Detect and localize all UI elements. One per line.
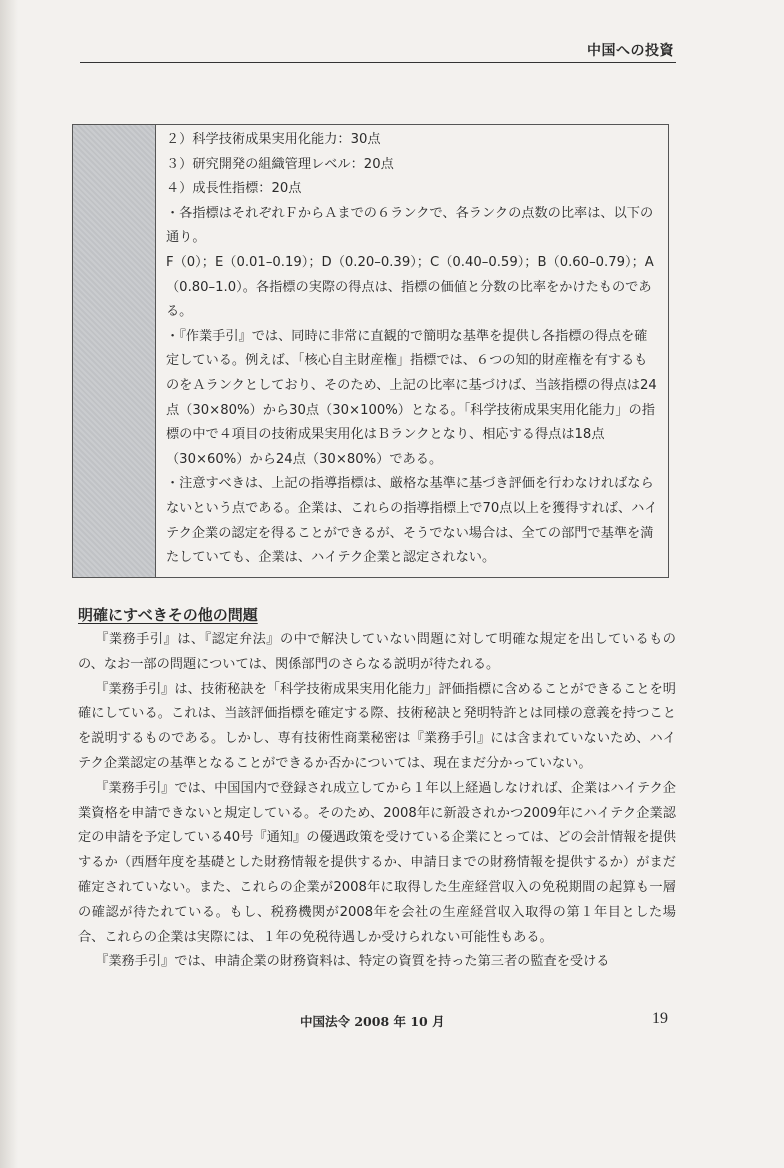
body-paragraph: 『業務手引』では、中国国内で登録され成立してから１年以上経過しなければ、企業はハイテク企業資格を申請できないと規定している。そのため、2008年に新設されかつ2009年にハイテク企業認定の申請を予定している40号『通知』の優遇政策を受けている企業にとっては、どの会計情報を提供するか（西暦年度を基礎とした財務情報を提供するか、申請日までの財務情報を提供するか）がまだ確定されていない。また、これらの企業が2008年に取得した生産経営収入の免税期間の起算も一層の確認が待たれている。もし、税務機関が2008年を会社の生産経営収入取得の第１年目とした場合、これらの企業は実際には、１年の免税待遇しか受けられない可能性もある。: [78, 780, 676, 945]
binding-shadow: [0, 0, 18, 1168]
body-paragraph: 『業務手引』では、申請企業の財務資料は、特定の資質を持った第三者の監査を受ける: [95, 954, 610, 970]
body-paragraph: 『業務手引』は、『認定弁法』の中で解決していない問題に対して明確な規定を出しているものの、なお一部の問題については、関係部門のさらなる説明が待たれる。: [78, 632, 676, 672]
footer-publication: 中国法令 2008 年 10 月: [300, 1014, 445, 1029]
box-line: ・各指標はそれぞれＦからＡまでの６ランクで、各ランクの点数の比率は、以下の通り。: [166, 205, 654, 246]
running-title: 中国への投資: [587, 43, 674, 59]
boxed-note-content: [156, 125, 668, 577]
boxed-note: [72, 124, 669, 578]
section-heading: 明確にすべきその他の問題: [78, 606, 258, 624]
page-number: 19: [652, 1010, 668, 1027]
boxed-note-sidebar: [73, 125, 156, 577]
box-line: F（0）；E（0.01–0.19）；D（0.20–0.39）；C（0.40–0.59）；B（0.60–0.79）；A（0.80–1.0）。各指標の実際の得点は、指標の価値と分数の比率をかけたものである。: [166, 254, 654, 320]
running-header: [80, 38, 676, 63]
box-line: ・『作業手引』では、同時に非常に直観的で簡明な基準を提供し各指標の得点を確定している。例えば、「核心自主財産権」指標では、６つの知的財産権を有するものをＡランクとしており、そのため、上記の比率に基づけば、当該指標の得点は24点（30×80%）から30点（30×100%）となる。「科学技術成果実用化能力」の指標の中で４項目の技術成果実用化はＢランクとなり、相応する得点は18点（30×60%）から24点（30×80%）である。: [166, 328, 657, 467]
body-paragraph: 『業務手引』は、技術秘訣を「科学技術成果実用化能力」評価指標に含めることができることを明確にしている。これは、当該評価指標を確定する際、技術秘訣と発明特許とは同様の意義を持つことを説明するものである。しかし、専有技術性商業秘密は『業務手引』には含まれていないため、ハイテク企業認定の基準となることができるか否かについては、現在まだ分かっていない。: [78, 681, 676, 771]
box-line: ４）成長性指標：20点: [166, 181, 302, 197]
box-line: ２）科学技術成果実用化能力：30点: [166, 132, 381, 147]
box-line: ・注意すべきは、上記の指導指標は、厳格な基準に基づき評価を行わなければならないという点である。企業は、これらの指導指標上で70点以上を獲得すれば、ハイテク企業の認定を得ることができるが、そうでない場合は、全ての部門で基準を満たしていても、企業は、ハイテク企業と認定されない。: [166, 476, 658, 566]
box-line: ３）研究開発の組織管理レベル：20点: [166, 156, 394, 172]
section-body: [78, 628, 676, 975]
